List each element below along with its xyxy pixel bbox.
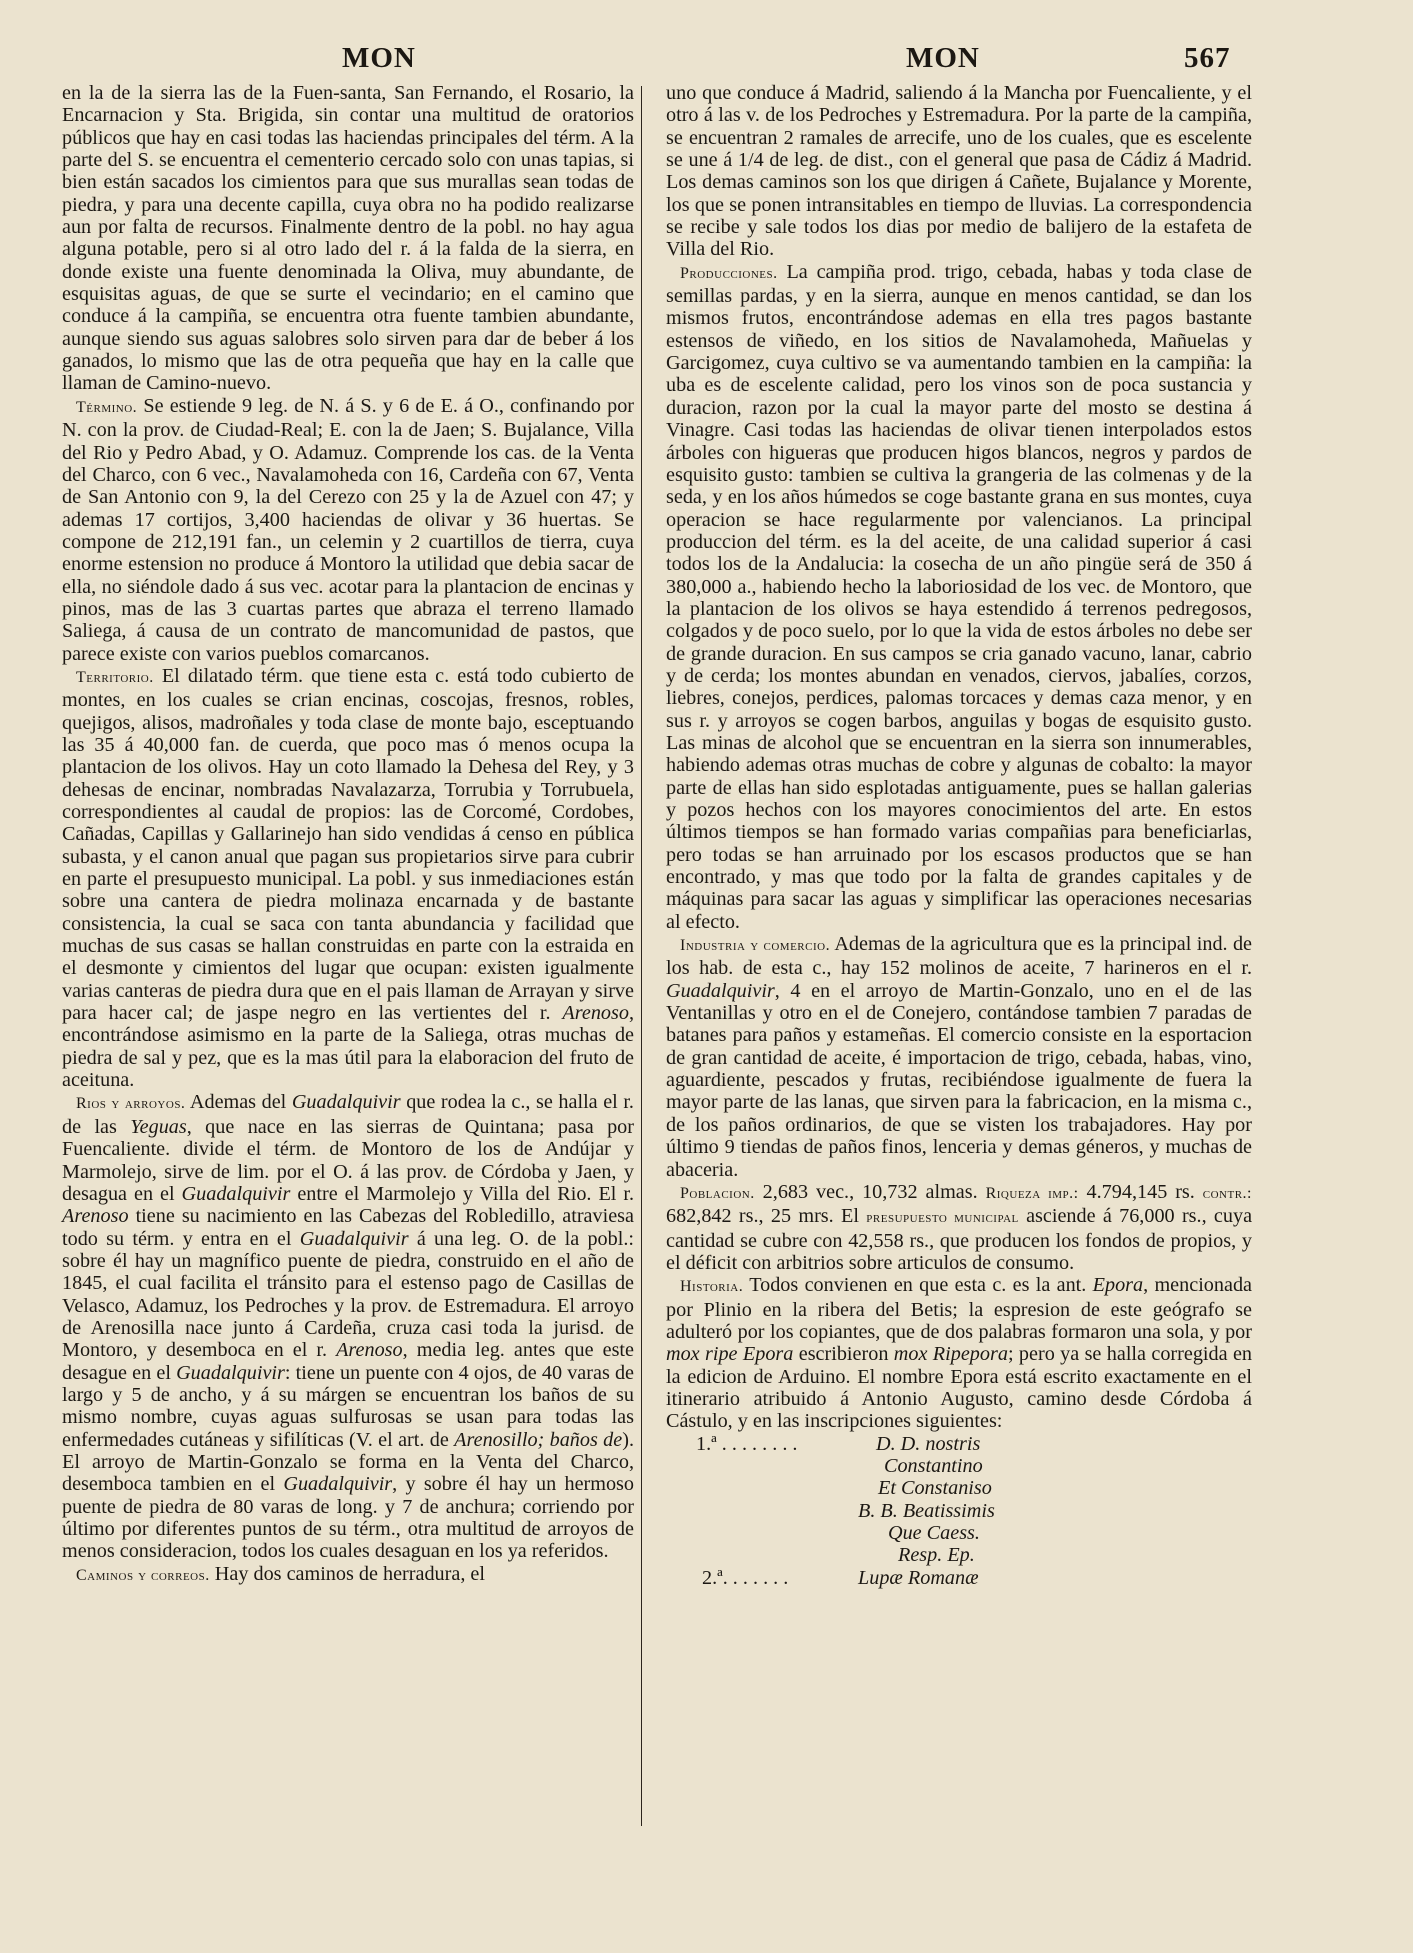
section-heading: Industria y comercio. — [680, 937, 831, 955]
running-head-right: MON — [906, 42, 980, 74]
section-caminos: Caminos y correos. Hay dos caminos de herradura, el — [76, 1562, 485, 1585]
page-number: 567 — [1184, 42, 1231, 74]
section-heading: Rios y arroyos. — [76, 1095, 186, 1113]
left-column — [62, 82, 634, 1587]
right-column — [666, 82, 1252, 1589]
inscription-line: Constantino — [884, 1454, 983, 1477]
inscription-line: Resp. Ep. — [898, 1544, 975, 1567]
paragraph-caminos-cont: uno que conduce á Madrid, saliendo á la Mancha por Fuencaliente, y el otro á las v. de los Pedroches y Estremadura. Por la parte de la campiña, se encuentran 2 ramales de arrecife, uno de los cuales, que es escelente se une á 1/4 de leg. de dist., con el general que pasa de Cádiz á Madrid. Los demas caminos son los que dirigen á Cañete, Bujalance y Morente, los que se ponen intransitables en tiempo de lluvias. La correspondencia se recibe y sale todos los dias por medio de balijero de la estafeta de Villa del Rio. — [666, 82, 1252, 261]
section-heading: Historia. — [680, 1278, 744, 1296]
inscription-line: Que Caess. — [888, 1522, 980, 1544]
section-historia: Historia. Todos convienen en que esta c. es la ant. Epora, mencionada por Plinio en la ribera del Betis; la espresion de este geógrafo se adulteró por los copiantes, que de dos palabras formaron una sola, y por mox ripe Epora escribieron mox Ripepora; pero ya se halla corregida en la edicion de Arduino. El nombre Epora está escrito exactamente en el itinerario atribuido á Antonio Augusto, camino desde Córdoba á Cástulo, y en las inscripciones siguientes: — [666, 1274, 1253, 1433]
inscription-line: B. B. Beatissimis — [858, 1499, 995, 1522]
section-rios: Rios y arroyos. Ademas del Guadalquivir que rodea la c., se halla el r. de las Yeguas, que nace en las sierras de Quintana; pasa por Fuencaliente. divide el térm. de Montoro de los de Andújar y Marmolejo, sirve de lim. por el O. á las prov. de Córdoba y Jaen, y desagua en el Guadalquivir entre el Marmolejo y Villa del Rio. El r. Arenoso tiene su nacimiento en las Cabezas del Robledillo, atraviesa todo su térm. y entra en el Guadalquivir á una leg. O. de la pobl.: sobre él hay un magnífico puente de piedra, construido en el año de 1845, el cual facilita el tránsito para el estenso pago de Casillas de Velasco, Adamuz, los Pedroches y la prov. de Estremadura. El arroyo de Arenosilla nace junto á Cardeña, cruza casi toda la jurisd. de Montoro, y desemboca en el r. Arenoso, media leg. antes que este desague en el Guadalquivir: tiene un puente con 4 ojos, de 40 varas de largo y 5 de ancho, y á su márgen se encuentran los baños de su mismo nombre, cuyas aguas sulfurosas se usan para todas las enfermedades cutáneas y sifilíticas (V. el art. de Arenosillo; baños de). El arroyo de Martin-Gonzalo se forma en la Venta del Charco, desemboca tambien en el Guadalquivir, y sobre él hay un hermoso puente de piedra de 80 varas de long. y 7 de anchura; corriendo por último por diferentes puntos de su térm., otra multitud de arroyos de menos consideracion, todos los cuales desaguan en los ya referidos. — [62, 1091, 635, 1563]
section-industria: Industria y comercio. Ademas de la agricultura que es la principal ind. de los hab. de esta c., hay 152 molinos de aceite, 7 harineros en el r. Guadalquivir, 4 en el arroyo de Martin-Gonzalo, uno en el de las Ventanillas y otro en el de Conejero, contándose tambien 7 paradas de batanes para paños y estameñas. El comercio consiste en la esportacion de gran cantidad de aceite, é importacion de trigo, cebada, habas, vino, aguardiente, pescados y frutas, recibiéndose igualmente de fuera la mayor parte de las lanas, que sirven para la fabricacion, en la misma c., de los paños ordinarios, de que se visten los trabajadores. Hay por último 9 tiendas de paños finos, lenceria y demas géneros, y muchas de abaceria. — [666, 933, 1253, 1181]
inscriptions — [666, 1433, 1252, 1589]
section-poblacion: Poblacion. 2,683 vec., 10,732 almas. Riqueza imp.: 4.794,145 rs. contr.: 682,842 rs., 25 mrs. El presupuesto municipal asciende á 76,000 rs., cuya cantidad se cubre con 42,558 rs., que producen los fondos de propios, y el déficit con arbitrios sobre articulos de consumo. — [666, 1180, 1253, 1274]
column-rule — [641, 86, 642, 1826]
section-heading: Producciones. — [680, 264, 778, 282]
section-heading: Caminos y correos. — [76, 1566, 210, 1584]
running-head-left: MON — [342, 42, 416, 74]
section-territorio: Territorio. El dilatado térm. que tiene esta c. está todo cubierto de montes, en los cuales se crian encinas, coscojas, fresnos, robles, quejigos, alisos, madroñales y toda clase de monte bajo, esceptuando las 35 á 40,000 fan. de cuerda, que poco mas ó menos ocupa la plantacion de los olivos. Hay un coto llamado la Dehesa del Rey, y 3 dehesas de encinar, nombradas Navalazarza, Torrubia y Torrubuela, correspondientes al caudal de propios: las de Corcomé, Cordobes, Cañadas, Capillas y Gallarinejo han sido vendidas á censo en pública subasta, y el canon anual que pagan sus propietarios sirve para cubrir en parte el presupuesto municipal. La pobl. y sus inmediaciones están sobre una cantera de piedra molinaza encarnada y de bastante consistencia, la cual se saca con tanta abundancia y facilidad que muchas de sus casas se hallan construidas en parte con la estraida en el desmonte y cimientos del lugar que ocupan: existen igualmente varias canteras de piedra dura que en el pais llaman de Arrayan y sirve para hacer cal; de jaspe negro en las vertientes del r. Arenoso, encontrándose asimismo en la parte de la Saliega, otras muchas de piedra de sal y pez, que es la mas útil para la elaboracion del fruto de aceituna. — [62, 664, 635, 1092]
inscription-2-line: 2.ª. . . . . . . Lupæ Romanæ — [702, 1566, 979, 1589]
section-heading: Término. — [76, 398, 138, 416]
section-termino: Término. Se estiende 9 leg. de N. á S. y 6 de E. á O., confinando por N. con la prov. de Ciudad-Real; E. con la de Jaen; S. Bujalance, Villa del Rio y Pedro Abad, y O. Adamuz. Comprende los cas. de la Venta del Charco, con 6 vec., Navalamoheda con 16, Cardeña con 67, Venta de San Antonio con 9, la del Cerezo con 25 y la de Azuel con 47; y ademas 17 cortijos, 3,400 haciendas de olivar y 36 huertas. Se compone de 212,191 fan., un celemin y 2 cuartillos de tierra, cuya enorme estension no produce á Montoro la utilidad que debia sacar de ella, no siéndole dado á sus vec. acotar para la plantacion de encinas y pinos, mas de las 3 cuartas partes que abraza el terreno llamado Saliega, á causa de un contrato de mancomunidad de pastos, que parece existe con varios pueblos comarcanos. — [62, 394, 635, 665]
paragraph-intro: en la de la sierra las de la Fuen-santa, San Fernando, el Rosario, la Encarnacion y Sta. Brigida, sin contar una multitud de oratorios públicos que hay en casi todas las haciendas principales del térm. A la parte del S. se encuentra el cementerio cercado solo con unas tapias, si bien están sacados los cimientos para que sus murallas sean todas de piedra, y para una decente capilla, cuya obra no ha podido realizarse aun por falta de recursos. Finalmente dentro de la pobl. no hay agua alguna potable, pero si al otro lado del r. á la falda de la sierra, en donde existe una fuente denominada la Oliva, muy abundante, de esquisitas aguas, de que se surte el vecindario; en el camino que conduce á la campiña, se encuentra otra fuente tambien abundante, aunque siendo sus aguas salobres solo sirven para dar de beber á los ganados, lo mismo que las de otra pequeña que hay en la calle que llaman de Camino-nuevo. — [62, 82, 634, 395]
section-producciones: Producciones. La campiña prod. trigo, cebada, habas y toda clase de semillas pardas, y en la sierra, aunque en menos cantidad, se dan los mismos frutos, encontrándose ademas en ella tres pagos bastante estensos de viñedo, en los sitios de Navalamoheda, Mañuelas y Garcigomez, cuya cultivo se va aumentando tambien en la campiña: la uba es de escelente calidad, pero los vinos son de poca sustancia y duracion, razon por la cual la mayor parte del mosto se destina á Vinagre. Casi todas las haciendas de olivar tienen interpolados estos árboles con higueras que producen higos blancos, negros y pardos de esquisito gusto: tambien se cultiva la grangeria de las colmenas y de la seda, y en los años húmedos se coge bastante grana en sus montes, cuya operacion se hace regularmente por valencianos. La principal produccion del térm. es la del aceite, de una calidad superior á casi todos los de la Andalucia: la cosecha de un año pingüe será de 350 á 380,000 a., habiendo hecho la laboriosidad de los vec. de Montoro, que la plantacion de los olivos se haya estendido á terrenos pedregosos, colgados y de poco suelo, por lo que la vida de estos árboles no debe ser de grande duracion. En sus campos se cria ganado vacuno, lanar, cabrio y de cerda; los montes abundan en venados, ciervos, jabalíes, corzos, liebres, conejos, perdices, palomas torcaces y demas caza menor, y en sus r. y arroyos se cogen barbos, anguilas y bogas de esquisito gusto. Las minas de alcohol que se encuentran en la sierra son innumerables, habiendo ademas otras muchas de cobre y algunas de cobalto: la mayor parte de ellas han sido esplotadas antiguamente, pues se hallan galerias y pozos hechos con los mayores conocimientos del arte. En estos últimos tiempos se han formado varias compañias para beneficiarlas, pero todas se han arruinado por los escasos productos que se han encontrado, y mas que todo por la falta de grandes capitales y de máquinas para sacar las aguas y simplificar las operaciones necesarias al efecto. — [666, 260, 1253, 933]
inscription-1-line: 1.ª . . . . . . . . D. D. nostris — [696, 1432, 981, 1455]
section-heading: Territorio. — [76, 668, 154, 686]
inscription-line: Et Constaniso — [878, 1477, 992, 1500]
section-heading: Poblacion. — [680, 1184, 755, 1202]
